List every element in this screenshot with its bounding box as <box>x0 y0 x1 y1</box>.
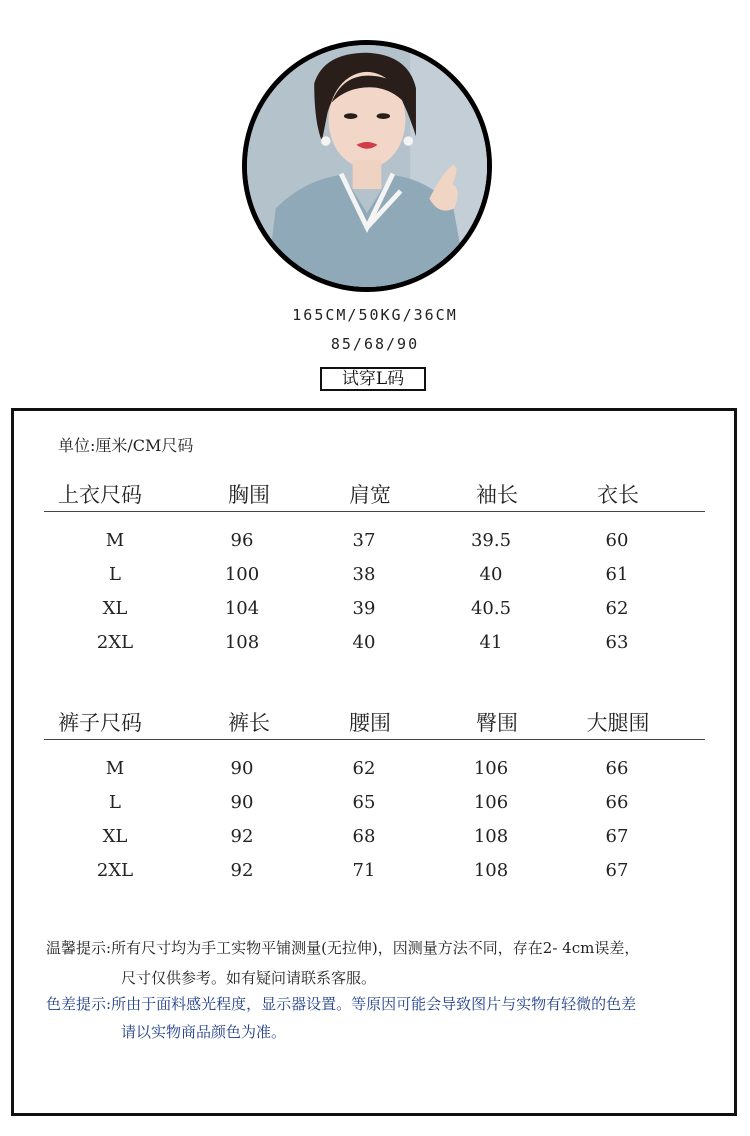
table-cell: 108 <box>224 632 260 653</box>
warm-tip-text-1: 所有尺寸均为手工实物平铺测量(无拉伸)，因测量方法不同，存在2- 4cm误差， <box>111 939 640 957</box>
table-cell: 62 <box>605 598 629 619</box>
top-header-chest: 胸围 <box>228 483 270 507</box>
table-row <box>14 792 734 816</box>
table-cell: 2XL <box>96 632 134 653</box>
table-row <box>14 860 734 884</box>
table-cell: 39 <box>352 598 376 619</box>
table-cell: 108 <box>473 860 509 881</box>
table-cell: M <box>105 758 125 779</box>
table-cell: 100 <box>224 564 260 585</box>
table-cell: 62 <box>352 758 376 779</box>
table-cell: 40 <box>479 564 503 585</box>
table-cell: 108 <box>473 826 509 847</box>
color-tip-line-1 <box>46 991 636 1017</box>
model-measurements: 165CM/50KG/36CM <box>292 306 458 324</box>
table-cell: 92 <box>230 826 254 847</box>
table-cell: XL <box>102 826 128 847</box>
model-bust-waist-hip: 85/68/90 <box>330 335 420 353</box>
table-cell: 90 <box>230 758 254 779</box>
pants-table-header <box>14 707 734 737</box>
table-cell: 106 <box>473 758 509 779</box>
unit-label: 单位:厘米/CM尺码 <box>58 436 194 455</box>
table-cell: 37 <box>352 530 376 551</box>
table-cell: 40 <box>352 632 376 653</box>
table-cell: 40.5 <box>470 598 512 619</box>
pants-table-divider <box>44 739 705 740</box>
table-cell: 66 <box>605 758 629 779</box>
top-table-header <box>14 479 734 509</box>
table-cell: 66 <box>605 792 629 813</box>
color-tip-text-2: 请以实物商品颜色为准。 <box>121 1023 287 1041</box>
top-table-divider <box>44 511 705 512</box>
warm-tip-text-2: 尺寸仅供参考。如有疑问请联系客服。 <box>121 969 377 987</box>
pants-header-length: 裤长 <box>228 711 270 735</box>
color-tip-text-1: 所由于面料感光程度，显示器设置。等原因可能会导致图片与实物有轻微的色差 <box>111 995 637 1013</box>
table-cell: M <box>105 530 125 551</box>
table-cell: 67 <box>605 860 629 881</box>
table-cell: 71 <box>352 860 376 881</box>
table-cell: 68 <box>352 826 376 847</box>
table-row <box>14 530 734 554</box>
warm-tip-line-1 <box>46 935 639 961</box>
table-cell: 38 <box>352 564 376 585</box>
table-cell: L <box>109 792 121 813</box>
table-row <box>14 564 734 588</box>
table-cell: 63 <box>605 632 629 653</box>
try-on-size-badge: 试穿L码 <box>320 367 426 391</box>
top-header-shoulder: 肩宽 <box>349 483 391 507</box>
table-row <box>14 632 734 656</box>
table-cell: 104 <box>224 598 260 619</box>
table-cell: 60 <box>605 530 629 551</box>
table-cell: XL <box>102 598 128 619</box>
pants-header-thigh: 大腿围 <box>586 711 650 735</box>
top-header-size: 上衣尺码 <box>58 483 142 507</box>
table-cell: 96 <box>230 530 254 551</box>
top-header-sleeve: 袖长 <box>476 483 518 507</box>
color-tip-label: 色差提示: <box>46 995 112 1013</box>
table-row <box>14 758 734 782</box>
table-cell: 65 <box>352 792 376 813</box>
pants-header-waist: 腰围 <box>349 711 391 735</box>
table-cell: 67 <box>605 826 629 847</box>
model-photo <box>242 40 492 292</box>
table-cell: 61 <box>605 564 629 585</box>
table-cell: 90 <box>230 792 254 813</box>
table-cell: 2XL <box>96 860 134 881</box>
table-row <box>14 598 734 622</box>
size-chart-card <box>11 408 737 1116</box>
table-cell: L <box>109 564 121 585</box>
table-cell: 41 <box>479 632 503 653</box>
table-cell: 92 <box>230 860 254 881</box>
pants-header-size: 裤子尺码 <box>58 711 142 735</box>
table-row <box>14 826 734 850</box>
top-header-length: 衣长 <box>597 483 639 507</box>
model-photo-illustration <box>247 45 487 287</box>
table-cell: 106 <box>473 792 509 813</box>
table-cell: 39.5 <box>470 530 512 551</box>
pants-header-hip: 臀围 <box>476 711 518 735</box>
warm-tip-label: 温馨提示: <box>46 939 112 957</box>
